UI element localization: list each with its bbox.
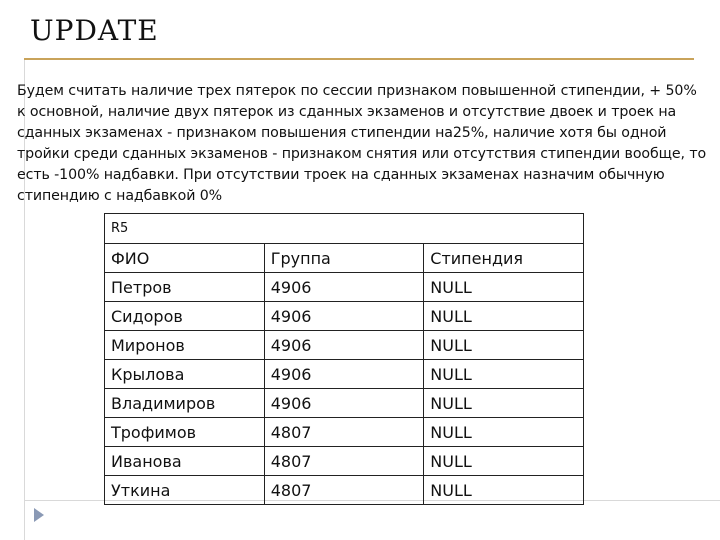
- cell-group: 4807: [264, 476, 424, 505]
- cell-group: 4906: [264, 273, 424, 302]
- table-row: [105, 476, 584, 505]
- table-row: [105, 302, 584, 331]
- cell-stipend: NULL: [424, 273, 584, 302]
- table-header-row: [105, 244, 584, 273]
- cell-fio: Уткина: [105, 476, 265, 505]
- cell-group: 4906: [264, 389, 424, 418]
- cell-group: 4807: [264, 418, 424, 447]
- cell-group: 4807: [264, 447, 424, 476]
- table-caption-row: [105, 214, 584, 244]
- table-row: [105, 447, 584, 476]
- table-caption: R5: [105, 214, 584, 244]
- cell-stipend: NULL: [424, 302, 584, 331]
- triangle-right-icon[interactable]: [34, 508, 44, 522]
- title-divider: [24, 58, 694, 60]
- table-row: [105, 331, 584, 360]
- cell-fio: Трофимов: [105, 418, 265, 447]
- table-row: [105, 273, 584, 302]
- cell-fio: Сидоров: [105, 302, 265, 331]
- cell-fio: Владимиров: [105, 389, 265, 418]
- cell-group: 4906: [264, 360, 424, 389]
- cell-stipend: NULL: [424, 447, 584, 476]
- cell-fio: Крылова: [105, 360, 265, 389]
- column-header-fio: ФИО: [105, 244, 265, 273]
- r5-table: [104, 213, 584, 505]
- cell-fio: Миронов: [105, 331, 265, 360]
- column-header-group: Группа: [264, 244, 424, 273]
- table-row: [105, 418, 584, 447]
- cell-group: 4906: [264, 302, 424, 331]
- table-row: [105, 389, 584, 418]
- cell-fio: Петров: [105, 273, 265, 302]
- body-text: Будем считать наличие трех пятерок по сессии признаком повышенной стипендии, + 50% к основной, наличие двух пятерок из сданных экзаменов и отсутствие двоек и троек на сданных экзаменах - признаком повышения стипендии на25%, наличие хотя бы одной тройки среди сданных экзаменов - признаком снятия или отсутствия стипендии вообще, то есть -100% надбавки. При отсутствии троек на сданных экзаменах назначим обычную стипендию с надбавкой 0%: [17, 83, 707, 204]
- cell-group: 4906: [264, 331, 424, 360]
- cell-stipend: NULL: [424, 389, 584, 418]
- cell-stipend: NULL: [424, 360, 584, 389]
- cell-stipend: NULL: [424, 331, 584, 360]
- slide-title: UPDATE: [30, 14, 159, 47]
- cell-stipend: NULL: [424, 476, 584, 505]
- cell-stipend: NULL: [424, 418, 584, 447]
- table-row: [105, 360, 584, 389]
- cell-fio: Иванова: [105, 447, 265, 476]
- column-header-stipend: Стипендия: [424, 244, 584, 273]
